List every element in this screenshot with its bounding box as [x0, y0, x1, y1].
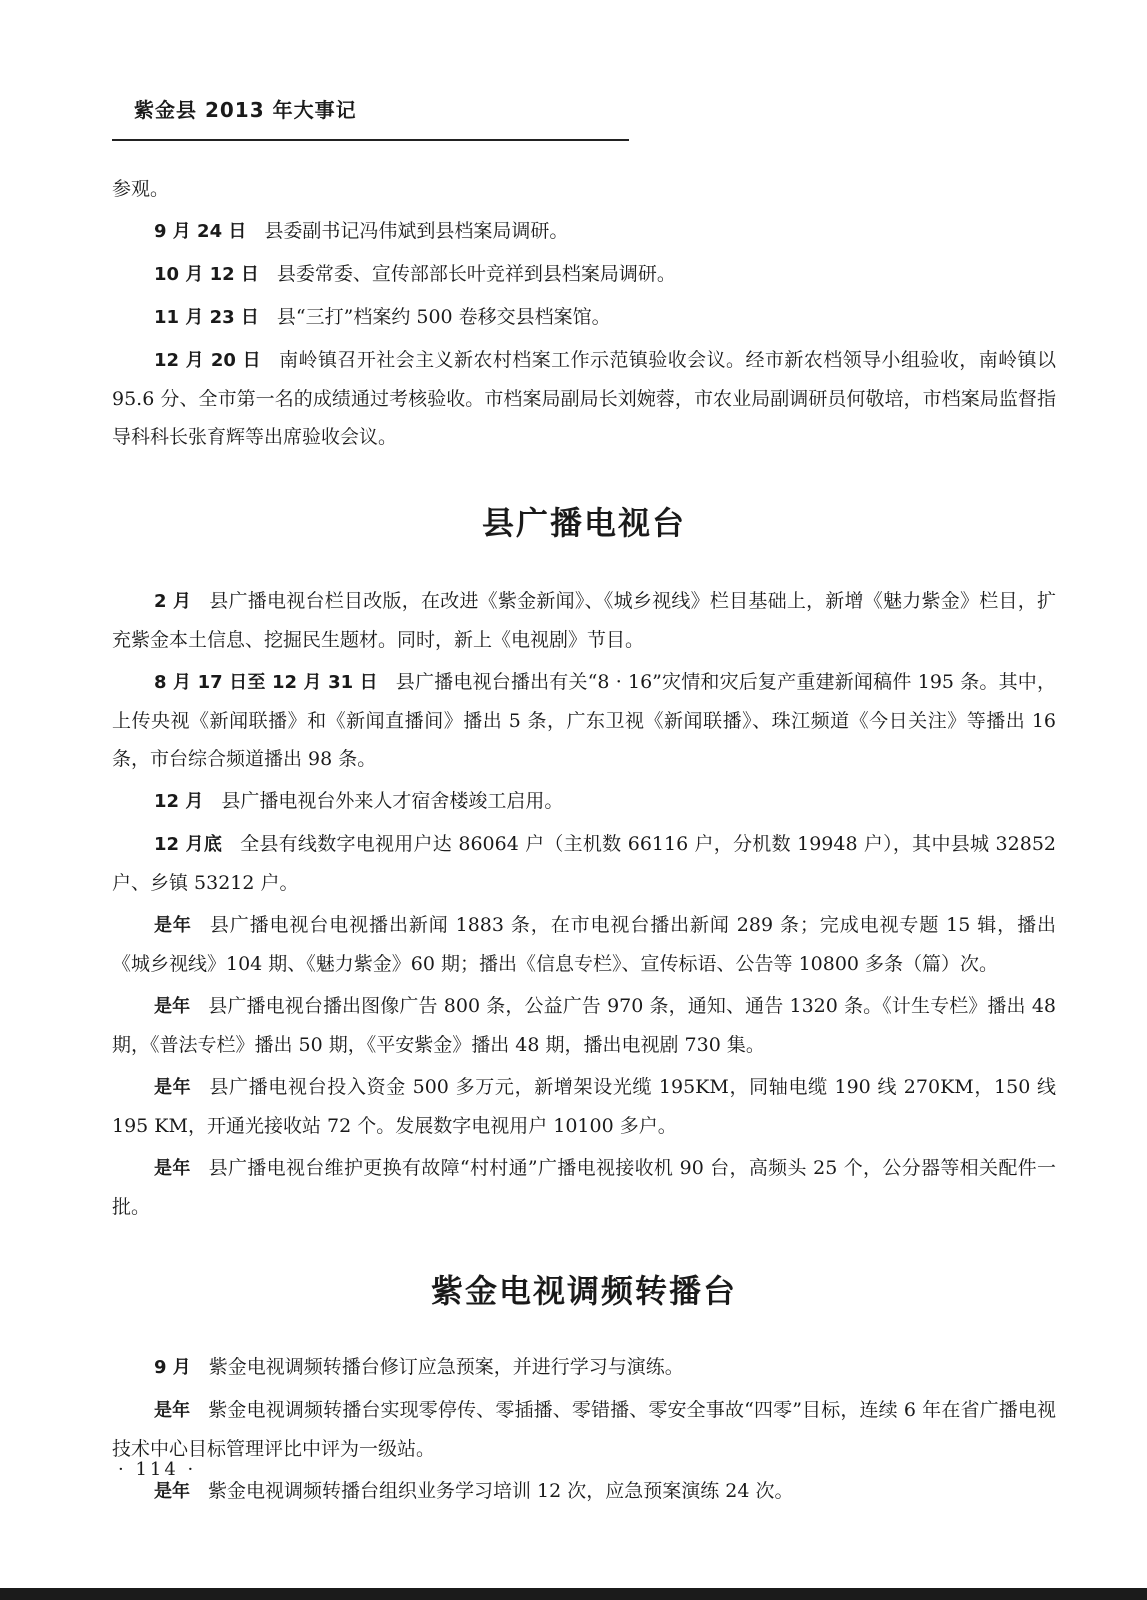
entry-text: 全县有线数字电视用户达 86064 户（主机数 66116 户，分机数 19948 户），其中县城 32852 户、乡镇 53212 户。: [112, 833, 1056, 894]
page-header: 紫金县 2013 年大事记: [134, 98, 357, 122]
header-rule: [112, 139, 629, 141]
entry-paragraph: [112, 782, 1056, 821]
entry-paragraph: [112, 825, 1056, 902]
entry-text: 县委副书记冯伟斌到县档案局调研。: [264, 220, 569, 242]
entry-paragraph: [112, 582, 1056, 659]
entry-paragraph: [112, 1149, 1056, 1226]
entry-date: 12 月底: [154, 834, 223, 855]
section-title-broadcast: 县广播电视台: [481, 504, 686, 542]
entry-text: 县广播电视台投入资金 500 多万元，新增架设光缆 195KM，同轴电缆 190 线 270KM，150 线 195 KM，开通光接收站 72 个。发展数字电视用户 10100 多户。: [112, 1076, 1057, 1137]
entry-text: 县委常委、宣传部部长叶竞祥到县档案局调研。: [276, 263, 676, 285]
entry-date: 11 月 23 日: [154, 307, 259, 328]
entry-date: 是年: [154, 996, 191, 1017]
entry-text: 参观。: [112, 178, 170, 200]
entry-date: 9 月 24 日: [154, 221, 247, 242]
entry-text: 紫金电视调频转播台实现零停传、零插播、零错播、零安全事故“四零”目标，连续 6 年在省广播电视技术中心目标管理评比中评为一级站。: [112, 1399, 1056, 1460]
entry-date: 是年: [154, 1481, 190, 1502]
page-number: · 114 ·: [118, 1459, 197, 1480]
entry-text: 县广播电视台播出图像广告 800 条，公益广告 970 条，通知、通告 1320 条。《计生专栏》播出 48 期，《普法专栏》播出 50 期，《平安紫金》播出 48 期，播出电视剧 730 集。: [112, 995, 1056, 1056]
entry-text: 紫金电视调频转播台组织业务学习培训 12 次，应急预案演练 24 次。: [208, 1480, 794, 1502]
entry-paragraph: [112, 1068, 1056, 1145]
entry-date: 是年: [154, 1400, 191, 1421]
entry-text: 县广播电视台电视播出新闻 1883 条，在市电视台播出新闻 289 条；完成电视专题 15 辑，播出《城乡视线》104 期、《魅力紫金》60 期；播出《信息专栏》、宣传标语、公告等 10800 多条（篇）次。: [112, 914, 1056, 975]
entry-date: 8 月 17 日至 12 月 31 日: [154, 672, 378, 693]
entry-date: 10 月 12 日: [154, 264, 259, 285]
entry-paragraph: [112, 663, 1056, 778]
entry-date: 是年: [154, 1158, 191, 1179]
entry-text: 县“三打”档案约 500 卷移交县档案馆。: [276, 306, 611, 328]
entry-date: 12 月 20 日: [154, 350, 262, 371]
entry-paragraph: [112, 212, 1056, 251]
document-body: [112, 170, 1056, 1515]
section-relay-station: [112, 1348, 1056, 1511]
entry-paragraph: [112, 255, 1056, 294]
entry-paragraph: [112, 906, 1056, 983]
entry-text: 县广播电视台栏目改版，在改进《紫金新闻》、《城乡视线》栏目基础上，新增《魅力紫金》栏目，扩充紫金本土信息、挖掘民生题材。同时，新上《电视剧》节目。: [112, 590, 1056, 651]
entry-date: 是年: [154, 1077, 192, 1098]
entry-text: 县广播电视台外来人才宿舍楼竣工启用。: [221, 790, 564, 812]
entry-date: 是年: [154, 915, 192, 936]
entry-paragraph: [112, 1391, 1056, 1468]
entry-text: 县广播电视台维护更换有故障“村村通”广播电视接收机 90 台，高频头 25 个，公分器等相关配件一批。: [112, 1157, 1056, 1218]
entry-paragraph: [112, 341, 1056, 456]
entry-paragraph: [112, 170, 1056, 208]
entry-date: 9 月: [154, 1357, 191, 1378]
entry-text: 南岭镇召开社会主义新农村档案工作示范镇验收会议。经市新农档领导小组验收，南岭镇以 95.6 分、全市第一名的成绩通过考核验收。市档案局副局长刘婉蓉，市农业局副调研员何敬培，市档案局监督指导科科长张育辉等出席验收会议。: [112, 349, 1056, 448]
entry-paragraph: [112, 1348, 1056, 1387]
scan-edge-strip: [0, 1588, 1147, 1600]
entry-text: 紫金电视调频转播台修订应急预案，并进行学习与演练。: [208, 1356, 684, 1378]
entry-paragraph: [112, 298, 1056, 337]
entry-paragraph: [112, 987, 1056, 1064]
section-archives: [112, 170, 1056, 456]
section-title-relay-station: 紫金电视调频转播台: [430, 1272, 737, 1310]
entry-date: 2 月: [154, 591, 192, 612]
entry-paragraph: [112, 1472, 1056, 1511]
entry-date: 12 月: [154, 791, 204, 812]
entry-text: 县广播电视台播出有关“8 · 16”灾情和灾后复产重建新闻稿件 195 条。其中，上传央视《新闻联播》和《新闻直播间》播出 5 条，广东卫视《新闻联播》、珠江频道《今日关注》等播出 16 条，市台综合频道播出 98 条。: [112, 671, 1056, 770]
section-broadcast: [112, 582, 1056, 1226]
